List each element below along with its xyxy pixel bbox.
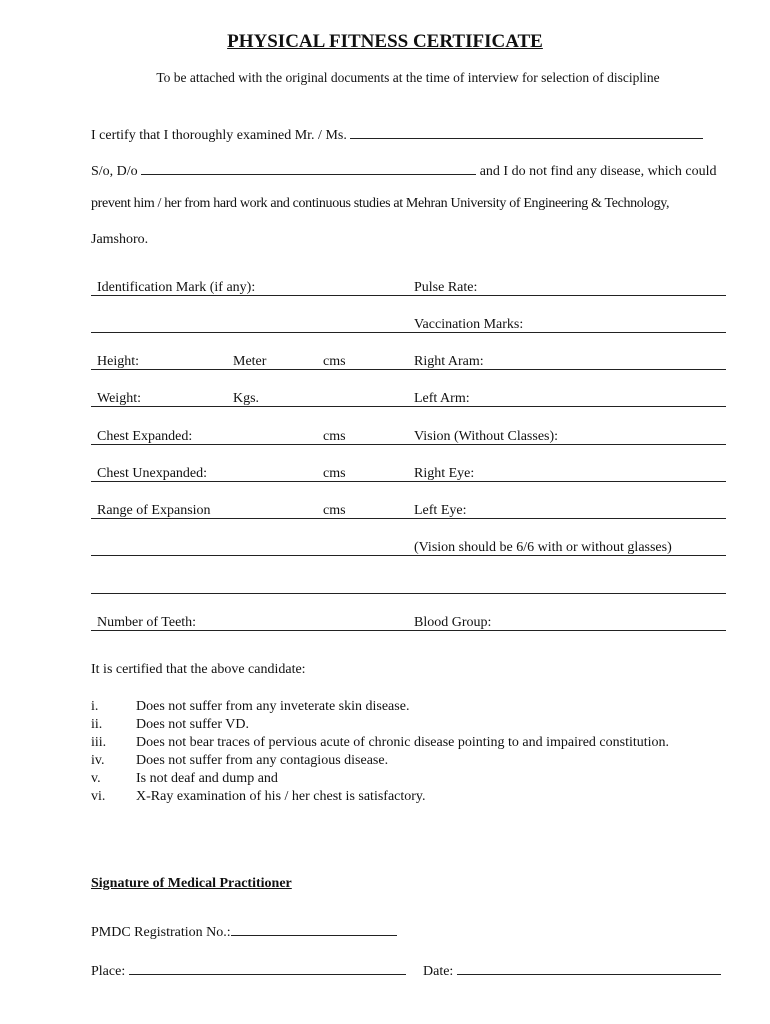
list-item-text: Does not suffer from any contagious disease. (136, 753, 389, 768)
parent-name-blank[interactable] (141, 160, 476, 175)
identification-mark-label: Identification Mark (if any): (97, 280, 256, 295)
list-item (91, 770, 669, 788)
date-label: Date: (423, 964, 454, 979)
conditions-list (91, 698, 669, 806)
right-eye-line[interactable] (408, 481, 726, 482)
list-item-number: ii. (91, 717, 103, 732)
left-eye-label: Left Eye: (414, 503, 467, 518)
height-cms-unit: cms (323, 354, 346, 369)
date-field (423, 960, 721, 980)
certified-intro: It is certified that the above candidate: (91, 662, 306, 677)
list-item-number: v. (91, 771, 101, 786)
range-of-expansion-label: Range of Expansion (97, 503, 211, 518)
chest-unexpanded-cms-unit: cms (323, 466, 346, 481)
height-label: Height: (97, 354, 139, 369)
place-field (91, 960, 406, 980)
signature-heading: Signature of Medical Practitioner (91, 876, 292, 891)
height-line[interactable] (91, 369, 408, 370)
weight-line[interactable] (91, 406, 408, 407)
vision-line[interactable] (408, 444, 726, 445)
certify-line-1-text: I certify that I thoroughly examined Mr. / Ms. (91, 128, 347, 143)
place-blank[interactable] (129, 960, 406, 975)
certify-line-2-suffix: and I do not find any disease, which could (479, 164, 717, 179)
left-arm-line[interactable] (408, 406, 726, 407)
list-item-number: i. (91, 699, 99, 714)
chest-unexpanded-line[interactable] (91, 481, 408, 482)
blood-group-line[interactable] (408, 630, 726, 631)
meter-unit: Meter (233, 354, 267, 369)
pmdc-registration (91, 921, 397, 941)
page-subtitle: To be attached with the original documents at the time of interview for selection of discipline (156, 70, 660, 85)
list-item (91, 752, 669, 770)
vision-label: Vision (Without Classes): (414, 429, 559, 444)
place-label: Place: (91, 964, 126, 979)
pulse-rate-label: Pulse Rate: (414, 280, 478, 295)
chest-expanded-cms-unit: cms (323, 429, 346, 444)
certify-line-3: prevent him / her from hard work and continuous studies at Mehran University of Engineering & Technology, (91, 196, 670, 211)
left-eye-line[interactable] (408, 518, 726, 519)
list-item (91, 716, 669, 734)
number-of-teeth-line[interactable] (91, 630, 408, 631)
chest-unexpanded-label: Chest Unexpanded: (97, 466, 208, 481)
list-item-text: Is not deaf and dump and (136, 771, 278, 786)
list-item-text: Does not suffer from any inveterate skin disease. (136, 699, 410, 714)
number-of-teeth-label: Number of Teeth: (97, 615, 197, 630)
certify-line-1 (91, 124, 703, 144)
range-of-expansion-line[interactable] (91, 518, 408, 519)
chest-expanded-label: Chest Expanded: (97, 429, 193, 444)
certify-line-4: Jamshoro. (91, 232, 149, 247)
left-arm-label: Left Arm: (414, 391, 470, 406)
pmdc-label: PMDC Registration No.: (91, 925, 231, 940)
vaccination-marks-label: Vaccination Marks: (414, 317, 524, 332)
list-item-text: Does not bear traces of pervious acute of chronic disease pointing to and impaired constitution. (136, 735, 670, 750)
vision-note: (Vision should be 6/6 with or without glasses) (414, 540, 672, 555)
list-item-number: iii. (91, 735, 107, 750)
identification-mark-line[interactable] (91, 295, 408, 296)
extra-line-left-2[interactable] (91, 593, 408, 594)
list-item-text: X-Ray examination of his / her chest is satisfactory. (136, 789, 426, 804)
range-cms-unit: cms (323, 503, 346, 518)
certify-line-2 (91, 160, 716, 180)
page-title: PHYSICAL FITNESS CERTIFICATE (227, 31, 543, 52)
weight-label: Weight: (97, 391, 141, 406)
kgs-unit: Kgs. (233, 391, 260, 406)
list-item (91, 788, 669, 806)
list-item (91, 734, 669, 752)
list-item-number: iv. (91, 753, 105, 768)
vaccination-marks-line[interactable] (408, 332, 726, 333)
certify-line-2-prefix: S/o, D/o (91, 164, 138, 179)
examinee-name-blank[interactable] (350, 124, 703, 139)
extra-line-right[interactable] (408, 593, 726, 594)
list-item-text: Does not suffer VD. (136, 717, 250, 732)
blood-group-label: Blood Group: (414, 615, 492, 630)
right-arm-label: Right Aram: (414, 354, 484, 369)
identification-mark-line-2[interactable] (91, 332, 408, 333)
extra-line-left[interactable] (91, 555, 408, 556)
list-item-number: vi. (91, 789, 106, 804)
pulse-rate-line[interactable] (408, 295, 726, 296)
vision-note-line[interactable] (408, 555, 726, 556)
chest-expanded-line[interactable] (91, 444, 408, 445)
date-blank[interactable] (457, 960, 721, 975)
list-item (91, 698, 669, 716)
right-arm-line[interactable] (408, 369, 726, 370)
right-eye-label: Right Eye: (414, 466, 475, 481)
pmdc-number-blank[interactable] (231, 921, 397, 936)
